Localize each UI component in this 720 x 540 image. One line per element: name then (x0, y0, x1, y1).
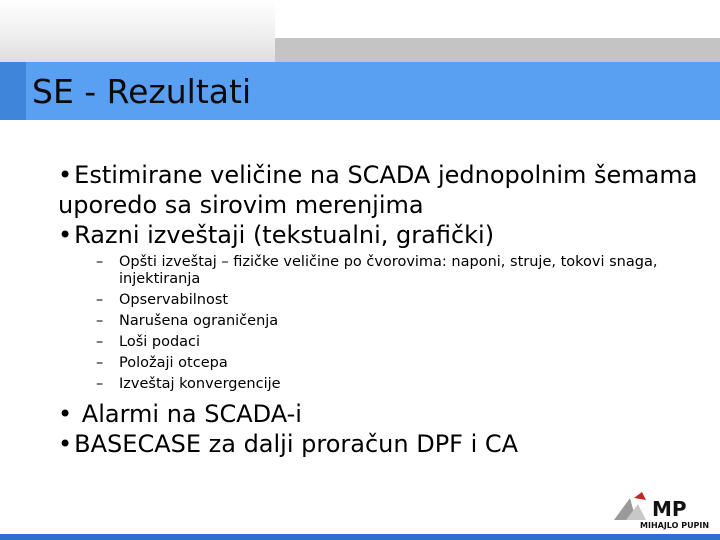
bullet-item (58, 160, 708, 220)
sub-item-text: Loši podaci (119, 334, 201, 350)
bullet-marker: • (58, 400, 73, 428)
sub-item-text: Izveštaj konvergencije (119, 376, 281, 392)
bullet-text: BASECASE za dalji proračun DPF i CA (74, 430, 519, 458)
footer-line (0, 534, 720, 540)
dash-marker: – (96, 355, 104, 371)
sub-item (58, 334, 708, 351)
bullet-item (58, 429, 708, 459)
bullet-text: Razni izveštaji (tekstualni, grafički) (74, 221, 495, 249)
bullet-text: Alarmi na SCADA-i (74, 400, 302, 428)
dash-marker: – (96, 334, 104, 350)
sub-item (58, 376, 708, 393)
sub-item (58, 254, 708, 288)
header-gradient-strip (0, 0, 275, 62)
dash-marker: – (96, 292, 104, 308)
bullet-marker: • (58, 430, 73, 458)
dash-marker: – (96, 376, 104, 392)
sub-item (58, 313, 708, 330)
sub-item-text: Narušena ograničenja (119, 313, 279, 329)
slide-content (58, 160, 708, 459)
sub-item-text: Opšti izveštaj – fizičke veličine po čvorovima: naponi, struje, tokovi snaga, injektiranja (119, 254, 658, 287)
bullet-marker: • (58, 221, 73, 249)
sub-item-text: Položaji otcepa (119, 355, 228, 371)
dash-marker: – (96, 313, 104, 329)
slide-title: SE - Rezultati (32, 72, 252, 111)
sub-item (58, 355, 708, 372)
dash-marker: – (96, 254, 104, 270)
bullet-text: Estimirane veličine na SCADA jednopolnim šemama uporedo sa sirovim merenjima (58, 161, 698, 219)
bullet-item (58, 220, 708, 250)
sub-item (58, 292, 708, 309)
title-bar-accent (0, 62, 26, 120)
bullet-marker: • (58, 161, 73, 189)
sub-item-text: Opservabilnost (119, 292, 229, 308)
sub-list (58, 254, 708, 393)
header-gray-band (275, 38, 720, 62)
logo-text: MIHAJLO PUPIN (640, 521, 710, 530)
logo-mark: MP (652, 497, 687, 521)
bullet-item (58, 399, 708, 429)
